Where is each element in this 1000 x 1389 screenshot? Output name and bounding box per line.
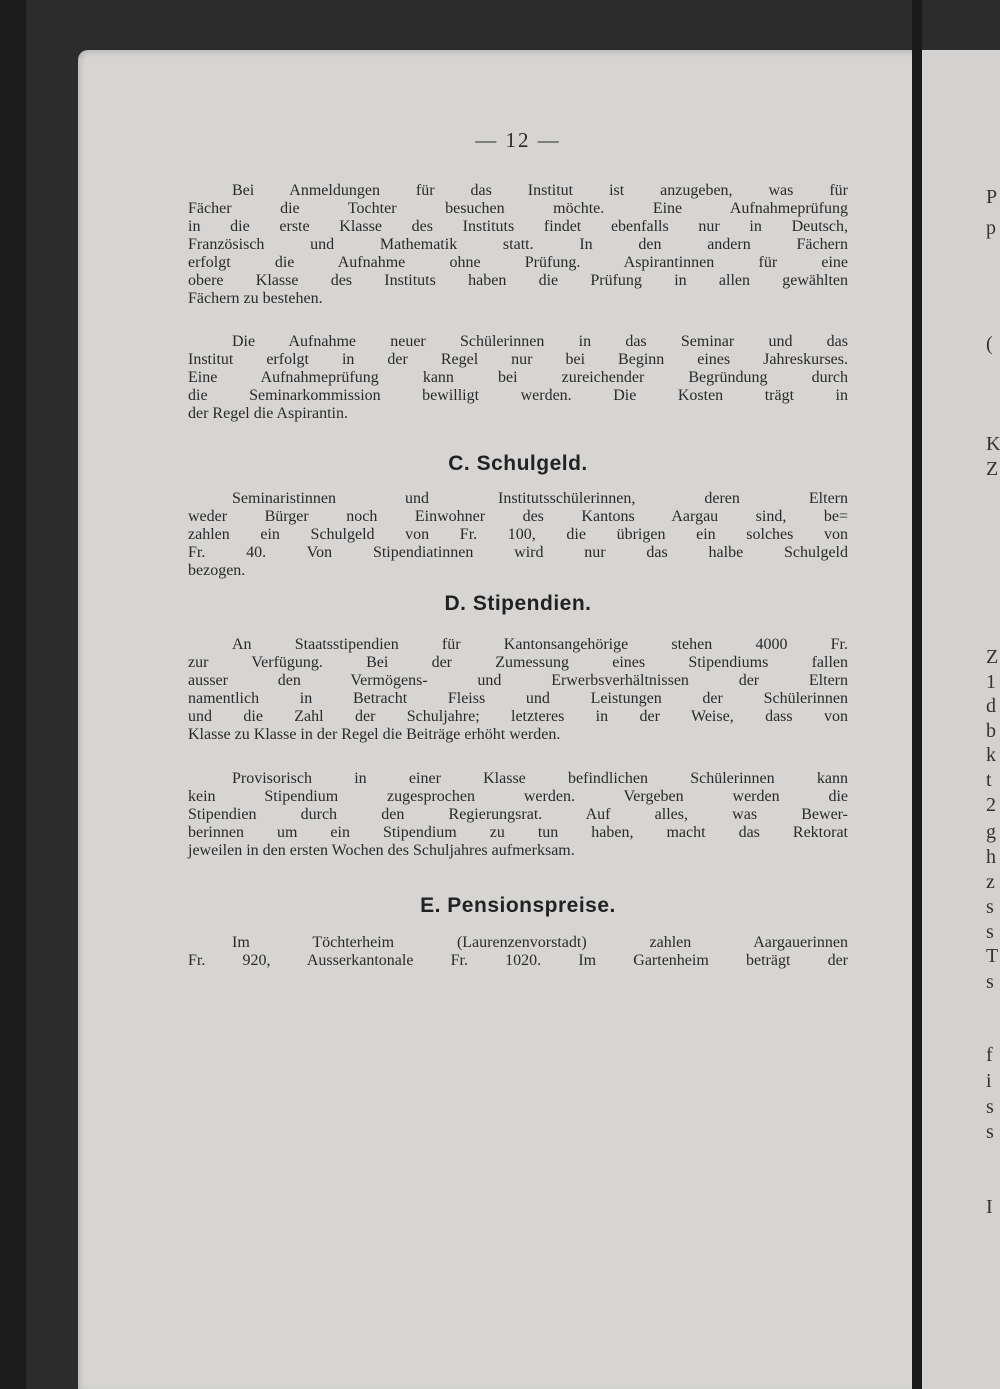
paragraph-staatsstipendien <box>188 636 848 744</box>
text-line: Seminaristinnen und Institutsschülerinnen, deren Eltern <box>232 490 848 507</box>
text-line: An Staatsstipendien für Kantonsangehörige stehen 4000 Fr. <box>232 636 848 653</box>
paragraph-pensionspreise <box>188 934 848 970</box>
text-line: bezogen. <box>188 562 246 579</box>
section-heading-schulgeld: C. Schulgeld. <box>448 452 588 475</box>
text-line: weder Bürger noch Einwohner des Kantons Aargau sind, be= <box>188 508 848 525</box>
text-line: Bei Anmeldungen für das Institut ist anzugeben, was für <box>232 182 848 199</box>
text-line: Im Töchterheim (Laurenzenvorstadt) zahlen Aargauerinnen <box>232 934 848 951</box>
facing-page-letter: z <box>986 871 995 893</box>
paragraph-provisorisch <box>188 770 848 860</box>
text-line: Provisorisch in einer Klasse befindlichen Schülerinnen kann <box>232 770 848 787</box>
facing-page-letter: K <box>986 433 1000 455</box>
text-line: ausser den Vermögens- und Erwerbsverhältnissen der Eltern <box>188 672 848 689</box>
text-line: zahlen ein Schulgeld von Fr. 100, die übrigen ein solches von <box>188 526 848 543</box>
text-line: namentlich in Betracht Fleiss und Leistungen der Schülerinnen <box>188 690 848 707</box>
text-line: berinnen um ein Stipendium zu tun haben, macht das Rektorat <box>188 824 848 841</box>
facing-page-letter: i <box>986 1070 992 1092</box>
paragraph-anmeldungen <box>188 182 848 308</box>
page-number: — 12 — <box>475 128 561 152</box>
text-line: in die erste Klasse des Instituts findet ebenfalls nur in Deutsch, <box>188 218 848 235</box>
text-line: der Regel die Aspirantin. <box>188 405 348 422</box>
facing-page-letter: P <box>986 186 998 208</box>
text-line: erfolgt die Aufnahme ohne Prüfung. Aspirantinnen für eine <box>188 254 848 271</box>
book-gutter <box>912 0 922 1389</box>
page-content <box>188 125 848 970</box>
facing-page-letter: g <box>986 821 996 843</box>
facing-page-letter: Z <box>986 458 999 480</box>
text-line: Fächer die Tochter besuchen möchte. Eine Aufnahmeprüfung <box>188 200 848 217</box>
text-line: Fr. 920, Ausserkantonale Fr. 1020. Im Gartenheim beträgt der <box>188 952 848 969</box>
text-line: und die Zahl der Schuljahre; letzteres in der Weise, dass von <box>188 708 848 725</box>
text-line: Institut erfolgt in der Regel nur bei Beginn eines Jahreskurses. <box>188 351 848 368</box>
facing-page-letter: k <box>986 744 996 766</box>
text-line: die Seminarkommission bewilligt werden. Die Kosten trägt in <box>188 387 848 404</box>
text-line: Fr. 40. Von Stipendiatinnen wird nur das halbe Schulgeld <box>188 544 848 561</box>
text-line: Klasse zu Klasse in der Regel die Beiträge erhöht werden. <box>188 726 561 743</box>
section-heading-pensionspreise: E. Pensionspreise. <box>420 894 616 917</box>
facing-page-letter: f <box>986 1044 993 1066</box>
scan-left-edge <box>0 0 26 1389</box>
facing-page-letter: I <box>986 1196 993 1218</box>
paragraph-aufnahme <box>188 333 848 423</box>
text-line: jeweilen in den ersten Wochen des Schuljahres aufmerksam. <box>188 842 575 859</box>
facing-page-letter: d <box>986 695 996 717</box>
facing-page-letter: s <box>986 971 994 993</box>
facing-page-letter: s <box>986 1096 994 1118</box>
facing-page-letter: T <box>986 945 999 967</box>
facing-page-letter: s <box>986 921 994 943</box>
facing-page-letter: 2 <box>986 794 996 816</box>
text-line: Fächern zu bestehen. <box>188 290 323 307</box>
text-line: kein Stipendium zugesprochen werden. Vergeben werden die <box>188 788 848 805</box>
text-line: Französisch und Mathematik statt. In den andern Fächern <box>188 236 848 253</box>
facing-page-letter: b <box>986 720 996 742</box>
paragraph-schulgeld <box>188 490 848 580</box>
facing-page-letter: h <box>986 846 996 868</box>
text-line: Die Aufnahme neuer Schülerinnen in das Seminar und das <box>232 333 848 350</box>
text-line: Stipendien durch den Regierungsrat. Auf alles, was Bewer- <box>188 806 848 823</box>
facing-page-letter: 1 <box>986 671 996 693</box>
facing-page-letter: p <box>986 217 996 239</box>
facing-page-letter: s <box>986 896 994 918</box>
text-line: Eine Aufnahmeprüfung kann bei zureichender Begründung durch <box>188 369 848 386</box>
facing-page-letter: t <box>986 769 992 791</box>
facing-page-letter: Z <box>986 646 999 668</box>
facing-page-letter: ( <box>986 333 993 355</box>
section-heading-stipendien: D. Stipendien. <box>444 592 592 615</box>
text-line: obere Klasse des Instituts haben die Prüfung in allen gewählten <box>188 272 848 289</box>
text-line: zur Verfügung. Bei der Zumessung eines Stipendiums fallen <box>188 654 848 671</box>
facing-page-letter: s <box>986 1121 994 1143</box>
